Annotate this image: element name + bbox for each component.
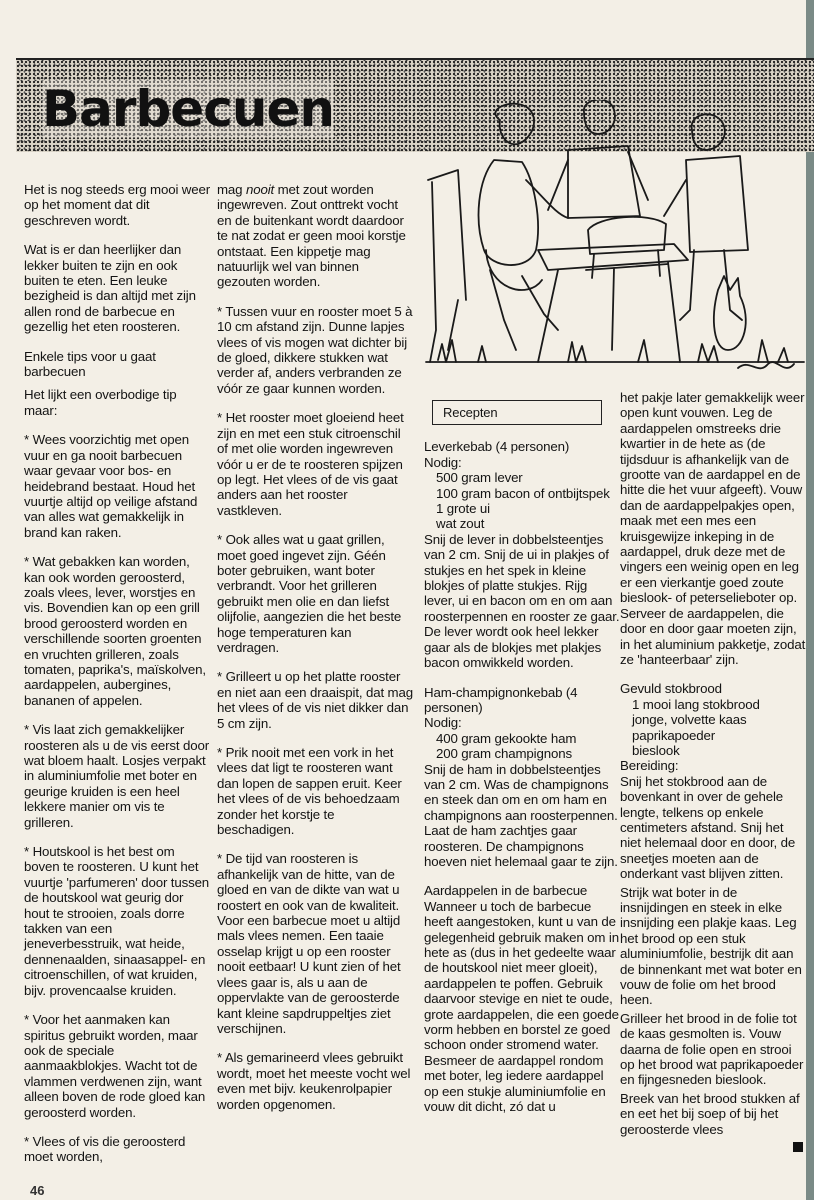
ingredient: jonge, volvette kaas [632, 712, 747, 728]
bereiding-label: Bereiding: [620, 758, 679, 774]
tip-item: * Houtskool is het best om boven te roosteren. U kunt het vuurtje 'parfumeren' door tussen de houtskool wat geurig dor hout te strooien, zoals dorre takken van een jeneverbesstruik, wat heide, dennenaalden, sinaasappel- en citroenschillen, of wat kruiden, bijv. provencaalse kruiden. [24, 844, 210, 998]
nodig-label: Nodig: [424, 715, 462, 731]
paragraph: Het lijkt een overbodige tip maar: [24, 387, 177, 418]
recipe-title: Leverkebab (4 personen) [424, 439, 570, 455]
tip-item: * Wat gebakken kan worden, kan ook worden geroosterd, zoals vlees, lever, worstjes en vis. Bovendien kan op een grill brood geroosterd worden en verschillende soorten groenten en vruchten grilleren, zoals tomaten, paprika's, maïskolven, aardappelen, aubergines, bananen of appelen. [24, 554, 206, 708]
recipe-title: Aardappelen in de barbecue [424, 883, 588, 899]
paragraph [217, 182, 413, 290]
column-2 [217, 182, 413, 1126]
ingredient: bieslook [632, 742, 680, 758]
tip-item: * Vis laat zich gemakkelijker roosteren als u de vis eerst door wat bloem haalt. Losjes verpakt in aluminiumfolie met boter en geurige kruiden is een heel lekkere manier om vis te grilleren. [24, 722, 209, 830]
recipe-text: het pakje later gemakkelijk weer open kunt vouwen. Leg de aardappelen omstreeks drie kwartier in de hete as (de tijdsduur is afhankelijk van de grootte van de aardappel en de hitte die het vuur afgeeft). Vouw dan de aardappelpakjes open, maak met een mes een kruisgewijze inkeping in de aardappel, druk deze met de vingers een weinig open en leg er een vierkantje goed zoute bieslook- of peterselieboter op. [620, 390, 805, 606]
column-1 [24, 182, 212, 1179]
page-number: 46 [30, 1183, 45, 1198]
column-4 [620, 390, 806, 1140]
recipe-text: Snij de lever in dobbelsteentjes van 2 cm. Snij de ui in plakjes of stukjes en het spek in kleine blokjes of platte stukjes. Rijg lever, ui en bacon om en om aan roosterpennen en rooster ze gaar. De lever wordt ook heel lekker gaar als de blokjes met plakjes bacon omwikkeld worden. [424, 531, 620, 671]
ingredient: wat zout [436, 516, 485, 532]
ingredient: 100 gram bacon of ontbijtspek [436, 485, 610, 501]
tip-item: * Als gemarineerd vlees gebruikt wordt, moet het meeste vocht wel even met bijv. keukenrolpapier worden opgenomen. [217, 1050, 411, 1112]
recipe-text: Snij het stokbrood aan de bovenkant in over de gehele lengte, telkens op enkele centimeters afstand. Snij het niet helemaal door en door, de sneetjes moeten aan de onderkant vast blijven zitten. [620, 773, 796, 882]
ingredient: 200 gram champignons [436, 746, 572, 762]
recipe-text: Snij de ham in dobbelsteentjes van 2 cm. Was de champignons en steek dan om en om ham en champignons aan roosterpennen. Laat de ham zachtjes gaar roosteren. De champignons hoeven niet helemaal gaar te zijn. [424, 761, 618, 869]
ingredient-list [620, 697, 806, 759]
recipe-title: Ham-champignonkebab (4 personen) [424, 684, 578, 715]
ingredient: 500 gram lever [436, 470, 523, 486]
paragraph: Wat is er dan heerlijker dan lekker buiten te zijn en ook buiten te eten. Een leuke bezigheid is dan altijd met zijn allen rond de barbecue en gezellig het eten roosteren. [24, 242, 196, 335]
recipe-text: Strijk wat boter in de insnijdingen en steek in elke insnijding een plakje kaas. Leg het brood op een stuk aluminiumfolie, bestrijk dit aan de binnenkant met wat boter en vouw de folie om het brood heen. [620, 884, 802, 1008]
tip-item: * Grilleert u op het platte rooster en niet aan een draaispit, dat mag het vlees of de vis niet dikker dan 5 cm zijn. [217, 669, 413, 731]
tip-item: * Ook alles wat u gaat grillen, moet goed ingevet zijn. Géén boter gebruiken, want boter verbrandt. Voor het grilleren gebruikt men olie en dan liefst olijfolie, aangezien die het beste hoge temperaturen kan verdragen. [217, 532, 402, 655]
recipe-text: Breek van het brood stukken af en eet het bij soep of bij het geroosterde vlees [620, 1090, 800, 1137]
ingredient-list [424, 470, 620, 532]
subheading: Enkele tips voor u gaat barbecuen [24, 348, 156, 380]
ingredient-list [424, 731, 620, 762]
recipe-text: Grilleer het brood in de folie tot de kaas gesmolten is. Vouw daarna de folie open en strooi op het brood wat paprikapoeder en fijngesneden bieslook. [620, 1010, 804, 1088]
recipe-text: Serveer de aardappelen, die door en door gaar moeten zijn, in het aluminium pakketje, zodat ze 'hanteerbaar' zijn. [620, 605, 806, 667]
recipe-title: Gevuld stokbrood [620, 681, 722, 697]
emphasis: nooit [245, 182, 275, 197]
nodig-label: Nodig: [424, 454, 462, 470]
tip-item: * Het rooster moet gloeiend heet zijn en met een stuk citroenschil of met olie worden ingewreven vóór u er de te roosteren spijzen op legt. Het vlees of de vis gaat anders aan het rooster vastkleven. [217, 410, 404, 518]
ingredient: 1 mooi lang stokbrood [632, 696, 760, 712]
column-3 [424, 400, 620, 1128]
text-run: met zout worden ingewreven. Zout onttrekt vocht en de buitenkant wordt daardoor te nat zodat er geen mooi korstje ontstaat. Een kippetje mag natuurlijk wel van binnen gezouten worden. [217, 182, 406, 290]
ingredient: paprikapoeder [632, 727, 716, 743]
paragraph: Het is nog steeds erg mooi weer op het moment dat dit geschreven wordt. [24, 182, 211, 228]
recepten-label-box: Recepten [432, 400, 602, 425]
barbecue-illustration [418, 100, 808, 400]
tip-item: * Tussen vuur en rooster moet 5 à 10 cm afstand zijn. Dunne lapjes vlees of vis mogen wat dichter bij de gloed, dikkere stukken wat verder af, anders verbranden ze vóór ze gaar kunnen worden. [217, 303, 413, 396]
tip-item: * Prik nooit met een vork in het vlees dat ligt te roosteren want dan lopen de sappen eruit. Keer het vlees of de vis behoedzaam zonder het korstje te beschadigen. [217, 745, 402, 838]
end-mark [793, 1142, 803, 1152]
tip-item: * De tijd van roosteren is afhankelijk van de hitte, van de gloed en van de dikte van wat u roostert en ook van de kwaliteit. Voor een barbecue moet u altijd mals vlees nemen. Een taaie osselap krijgt u op een rooster nooit eetbaar! U kunt zien of het vlees gaar is, als u aan de oppervlakte van de geroosterde kant kleine sapdruppeltjes ziet verschijnen. [217, 851, 401, 1036]
tip-item: * Wees voorzichtig met open vuur en ga nooit barbecuen waar gevaar voor bos- en heidebrand bestaat. Houd het vuurtje altijd op veilige afstand van alles wat gemakkelijk in brand kan raken. [24, 432, 198, 540]
tip-item: * Voor het aanmaken kan spiritus gebruikt worden, maar ook de speciale aanmaakblokjes. Wacht tot de vlammen verdwenen zijn, want alleen boven de rode gloed kan geroosterd worden. [24, 1012, 206, 1120]
ingredient: 1 grote ui [436, 501, 490, 517]
tip-item: * Vlees of vis die geroosterd moet worden, [24, 1133, 186, 1165]
recipe-text: Wanneer u toch de barbecue heeft aangestoken, kunt u van de gelegenheid gebruik maken om in hete as (dus in het gedeelte waar de houtskool niet meer gloeit), aardappelen te poffen. Gebruik daarvoor stevige en niet te oude, grote aardappelen, die een goede vorm hebben en borstel ze goed schoon onder stromend water. Besmeer de aardappel rondom met boter, leg iedere aardappel op een stukje aluminiumfolie en vouw dit dicht, zó dat u [424, 898, 619, 1115]
text-run: mag [217, 182, 246, 197]
page-title: Barbecuen [42, 80, 334, 138]
ingredient: 400 gram gekookte ham [436, 730, 577, 746]
